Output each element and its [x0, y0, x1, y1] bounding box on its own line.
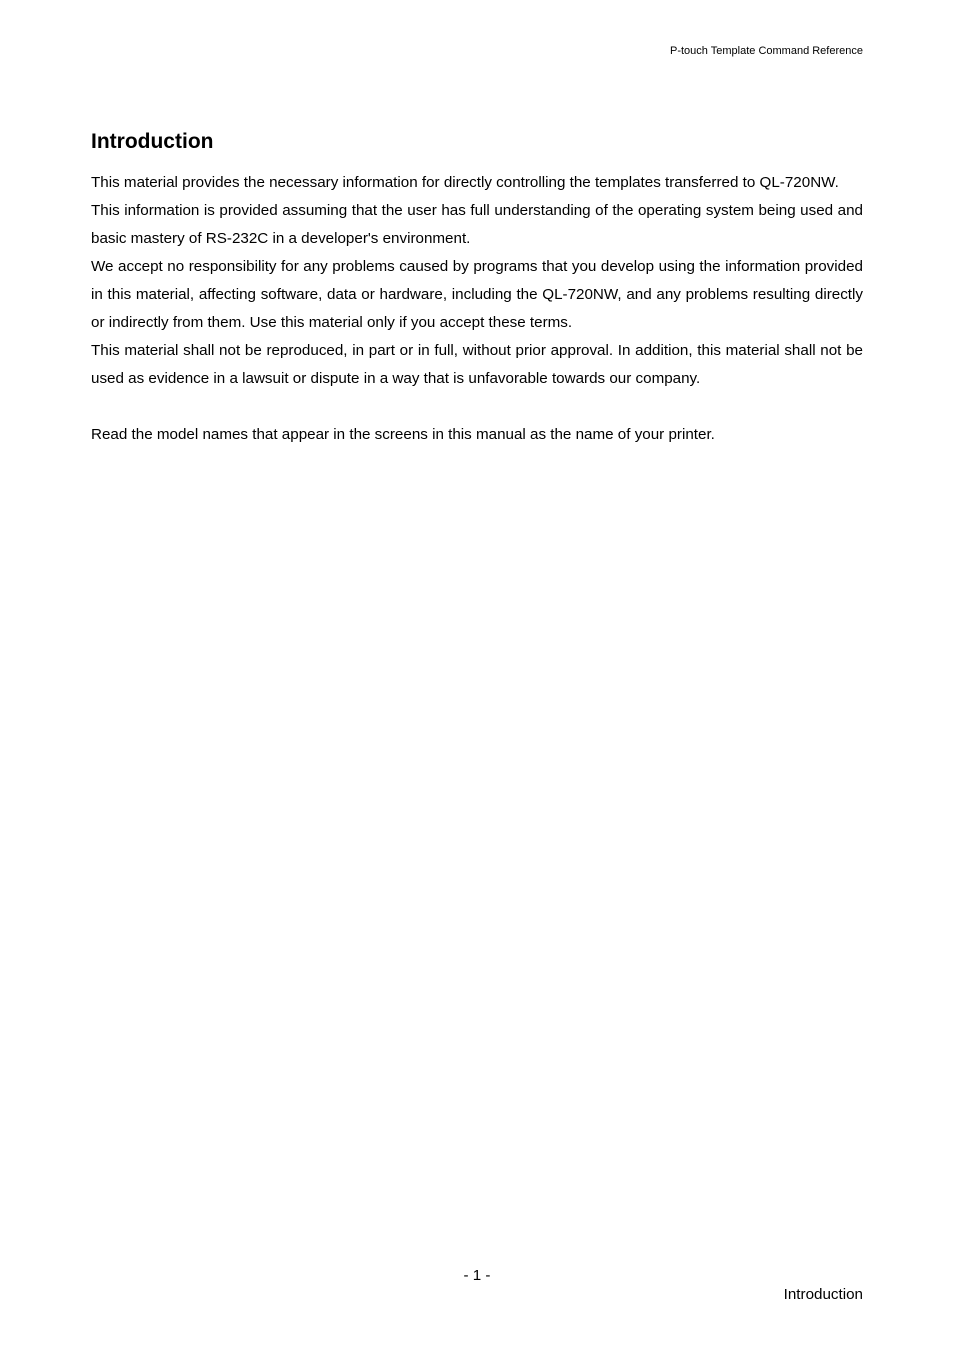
running-header: P-touch Template Command Reference — [669, 45, 863, 57]
document-body — [91, 128, 863, 449]
paragraph-reproduction: This material shall not be reproduced, in part or in full, without prior approval. In addition, this material shall not be used as evidence in a lawsuit or dispute in a way that is unfavorable towards our company. — [91, 342, 863, 387]
paragraph-templates: This material provides the necessary information for directly controlling the templates transferred to QL-720NW. — [91, 174, 839, 191]
paragraph-model-names: Read the model names that appear in the screens in this manual as the name of your printer. — [91, 426, 715, 443]
page-number: - 1 - — [463, 1267, 491, 1284]
page-title: Introduction — [91, 130, 214, 153]
paragraph-assumptions: This information is provided assuming that the user has full understanding of the operating system being used and basic mastery of RS-232C in a developer's environment. — [91, 202, 863, 247]
paragraph-responsibility: We accept no responsibility for any problems caused by programs that you develop using the information provided in this material, affecting software, data or hardware, including the QL-720NW, and any problems resulting directly or indirectly from them. Use this material only if you accept these terms. — [91, 258, 863, 331]
footer-section-name: Introduction — [783, 1286, 863, 1303]
